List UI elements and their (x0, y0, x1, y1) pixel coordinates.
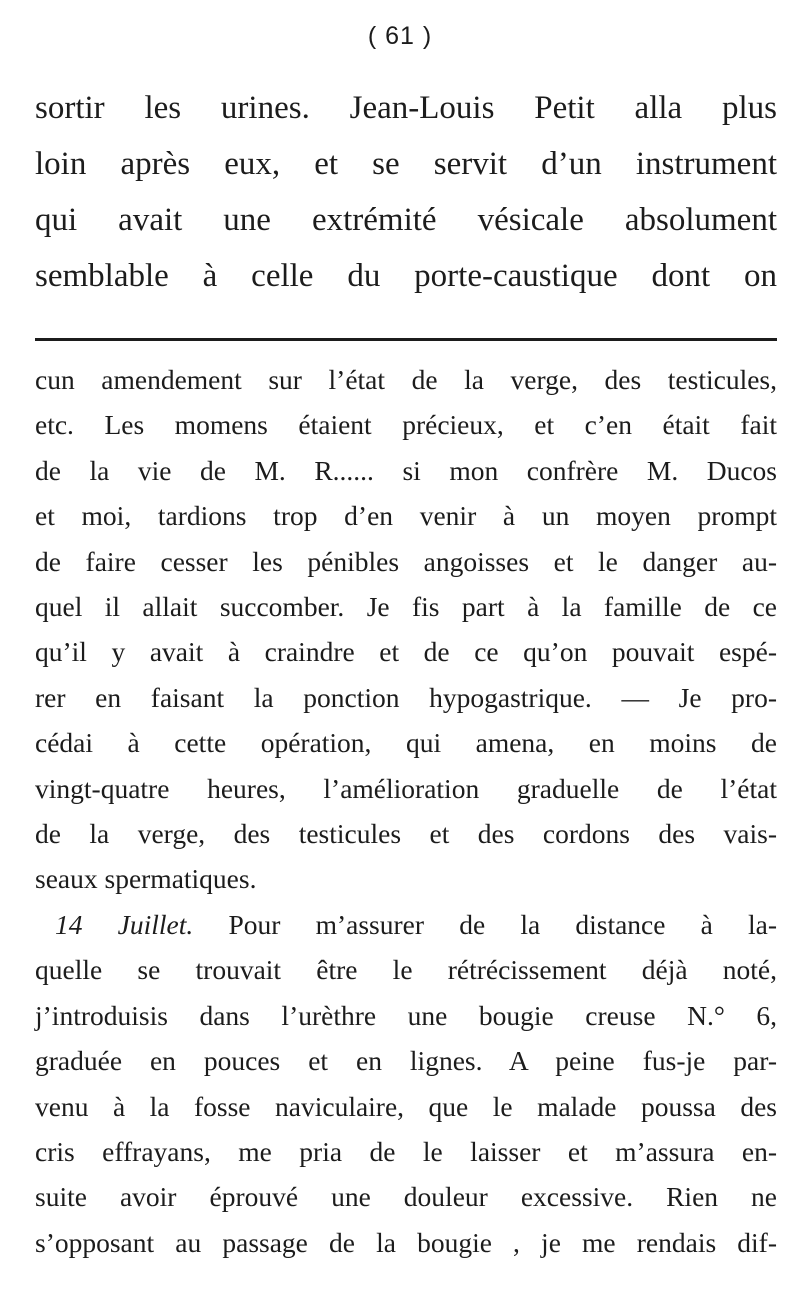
footnote-line: j’introduisis dans l’urèthre une bougie creuse N.° 6, (35, 999, 777, 1031)
footnote-line: graduée en pouces et en lignes. A peine fus-je par- (35, 1045, 777, 1077)
entry-first-line (35, 902, 777, 947)
text-line: qui avait une extrémité vésicale absolument (35, 202, 777, 238)
text-line: sortir les urines. Jean-Louis Petit alla plus (35, 90, 777, 126)
footnote-line: cris effrayans, me pria de le laisser et m’assura en- (35, 1135, 777, 1167)
footnote-line: de la verge, des testicules et des cordons des vais- (35, 818, 777, 850)
footnote-line: cun amendement sur l’état de la verge, des testicules, (35, 364, 777, 395)
footnote-line: de faire cesser les pénibles angoisses et le danger au- (35, 545, 777, 577)
footnote-line: venu à la fosse naviculaire, que le malade poussa des (35, 1090, 777, 1122)
footnote-line: etc. Les momens étaient précieux, et c’en était fait (35, 409, 777, 441)
footnote-line: et moi, tardions trop d’en venir à un moyen prompt (35, 500, 777, 532)
footnote-line: s’opposant au passage de la bougie , je me rendais dif- (35, 1226, 777, 1258)
page-number: ( 61 ) (367, 22, 433, 50)
footnote-line: quel il allait succomber. Je fis part à la famille de ce (35, 591, 777, 623)
footnote-text (35, 277, 777, 1265)
footnote-line: rer en faisant la ponction hypogastrique. — Je pro- (35, 681, 777, 713)
footnote-line: seaux spermatiques. (35, 863, 257, 895)
footnote-line: qu’il y avait à craindre et de ce qu’on pouvait espé- (35, 636, 777, 668)
footnote-line: vingt-quatre heures, l’amélioration graduelle de l’état (35, 772, 777, 804)
text-line: semblable à celle du porte-caustique dont on (35, 258, 777, 294)
footnote-line: suite avoir éprouvé une douleur excessive. Rien ne (35, 1181, 777, 1213)
footnote-line: cédai à cette opération, qui amena, en moins de (35, 727, 777, 759)
footnote-line: quelle se trouvait être le rétrécissement déjà noté, (35, 954, 777, 986)
entry-first-line-text: Pour m’assurer de la distance à la- (228, 908, 778, 940)
entry-date: 14 Juillet. (55, 908, 194, 940)
main-text (35, 80, 777, 304)
footnote-line: de la vie de M. R...... si mon confrère M. Ducos (35, 454, 777, 486)
text-line: loin après eux, et se servit d’un instrument (35, 146, 777, 182)
